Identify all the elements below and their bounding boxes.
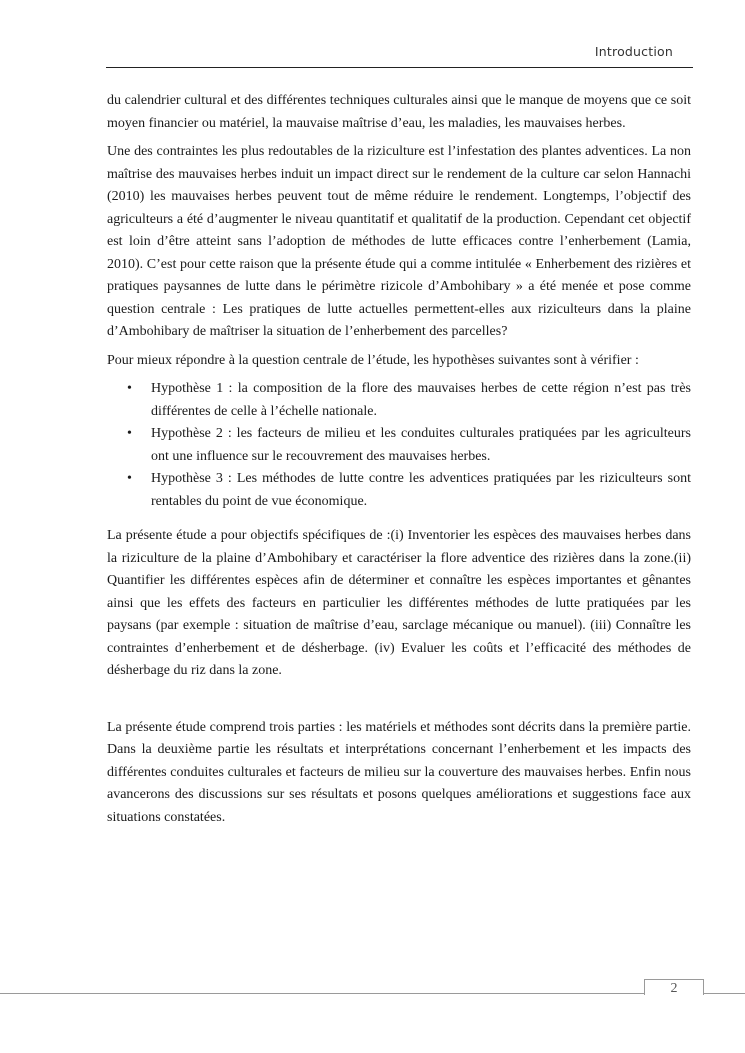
hypothesis-item-2: • Hypothèse 2 : les facteurs de milieu et les conduites culturales pratiquées par les agriculteurs ont une influence sur le recouvrement des mauvaises herbes. xyxy=(151,423,691,468)
paragraph-structure: La présente étude comprend trois parties : les matériels et méthodes sont décrits dans la première partie. Dans la deuxième partie les résultats et interprétations concernant l’enherbement et les impacts des différentes conduites culturales et facteurs de milieu sur la couverture des mauvaises herbes. Enfin nous avancerons des discussions sur ses résultats et posons quelques améliorations et suggestions face aux situations constatées. xyxy=(107,719,691,825)
paragraph-constraints: Une des contraintes les plus redoutables de la riziculture est l’infestation des plantes adventices. La non maîtrise des mauvaises herbes induit un impact direct sur le rendement de la culture car selon Hannachi (2010) les mauvaises herbes peuvent tout de même réduire le rendement. Longtemps, l’objectif des agriculteurs a été d’augmenter le niveau quantitatif et qualitatif de la production. Cependant cet objectif est loin d’être atteint sans l’adoption de méthodes de lutte efficaces contre l’enherbement (Lamia, 2010). C’est pour cette raison que la présente étude qui a comme intitulée « Enherbement des rizières et pratiques paysannes de lutte dans le périmètre rizicole d’Ambohibary » a été menée et pose comme question centrale : Les pratiques de lutte actuelles permettent-elles aux riziculteurs dans la plaine d’Ambohibary de maîtriser la situation de l’enherbement des parcelles? xyxy=(107,144,691,339)
paragraph-hypotheses-intro: Pour mieux répondre à la question centrale de l’étude, les hypothèses suivantes sont à vérifier : xyxy=(107,352,639,368)
page-number: 2 xyxy=(670,981,678,996)
running-header-title: Introduction xyxy=(594,44,673,59)
paragraph-continuation: du calendrier cultural et des différentes techniques culturales ainsi que le manque de moyens que ce soit moyen financier ou matériel, la mauvaise maîtrise d’eau, les maladies, les mauvaises herbes. xyxy=(107,93,691,131)
hypotheses-list xyxy=(107,378,691,513)
header-rule xyxy=(106,67,693,68)
hypothesis-item-3: • Hypothèse 3 : Les méthodes de lutte contre les adventices pratiquées par les riziculteurs sont rentables du point de vue économique. xyxy=(151,468,691,513)
hypothesis-item-1: • Hypothèse 1 : la composition de la flore des mauvaises herbes de cette région n’est pas très différentes de celle à l’échelle nationale. xyxy=(151,378,691,423)
paragraph-spacer xyxy=(107,689,691,717)
paragraph-objectives: La présente étude a pour objectifs spécifiques de :(i) Inventorier les espèces des mauvaises herbes dans la riziculture de la plaine d’Ambohibary et caractériser la flore adventice des rizières dans la zone.(ii) Quantifier les différentes espèces afin de déterminer et connaître les espèces importantes et gênantes ainsi que les effets des facteurs en particulier les différentes méthodes de lutte pratiquées par les paysans (par exemple : situation de maîtrise d’eau, sarclage mécanique ou manuel). (iii) Connaître les contraintes d’enherbement et de désherbage. (iv) Evaluer les coûts et l’efficacité des méthodes de désherbage du riz dans la zone. xyxy=(107,528,691,678)
footer-rule xyxy=(0,993,745,994)
page-body xyxy=(107,90,691,835)
